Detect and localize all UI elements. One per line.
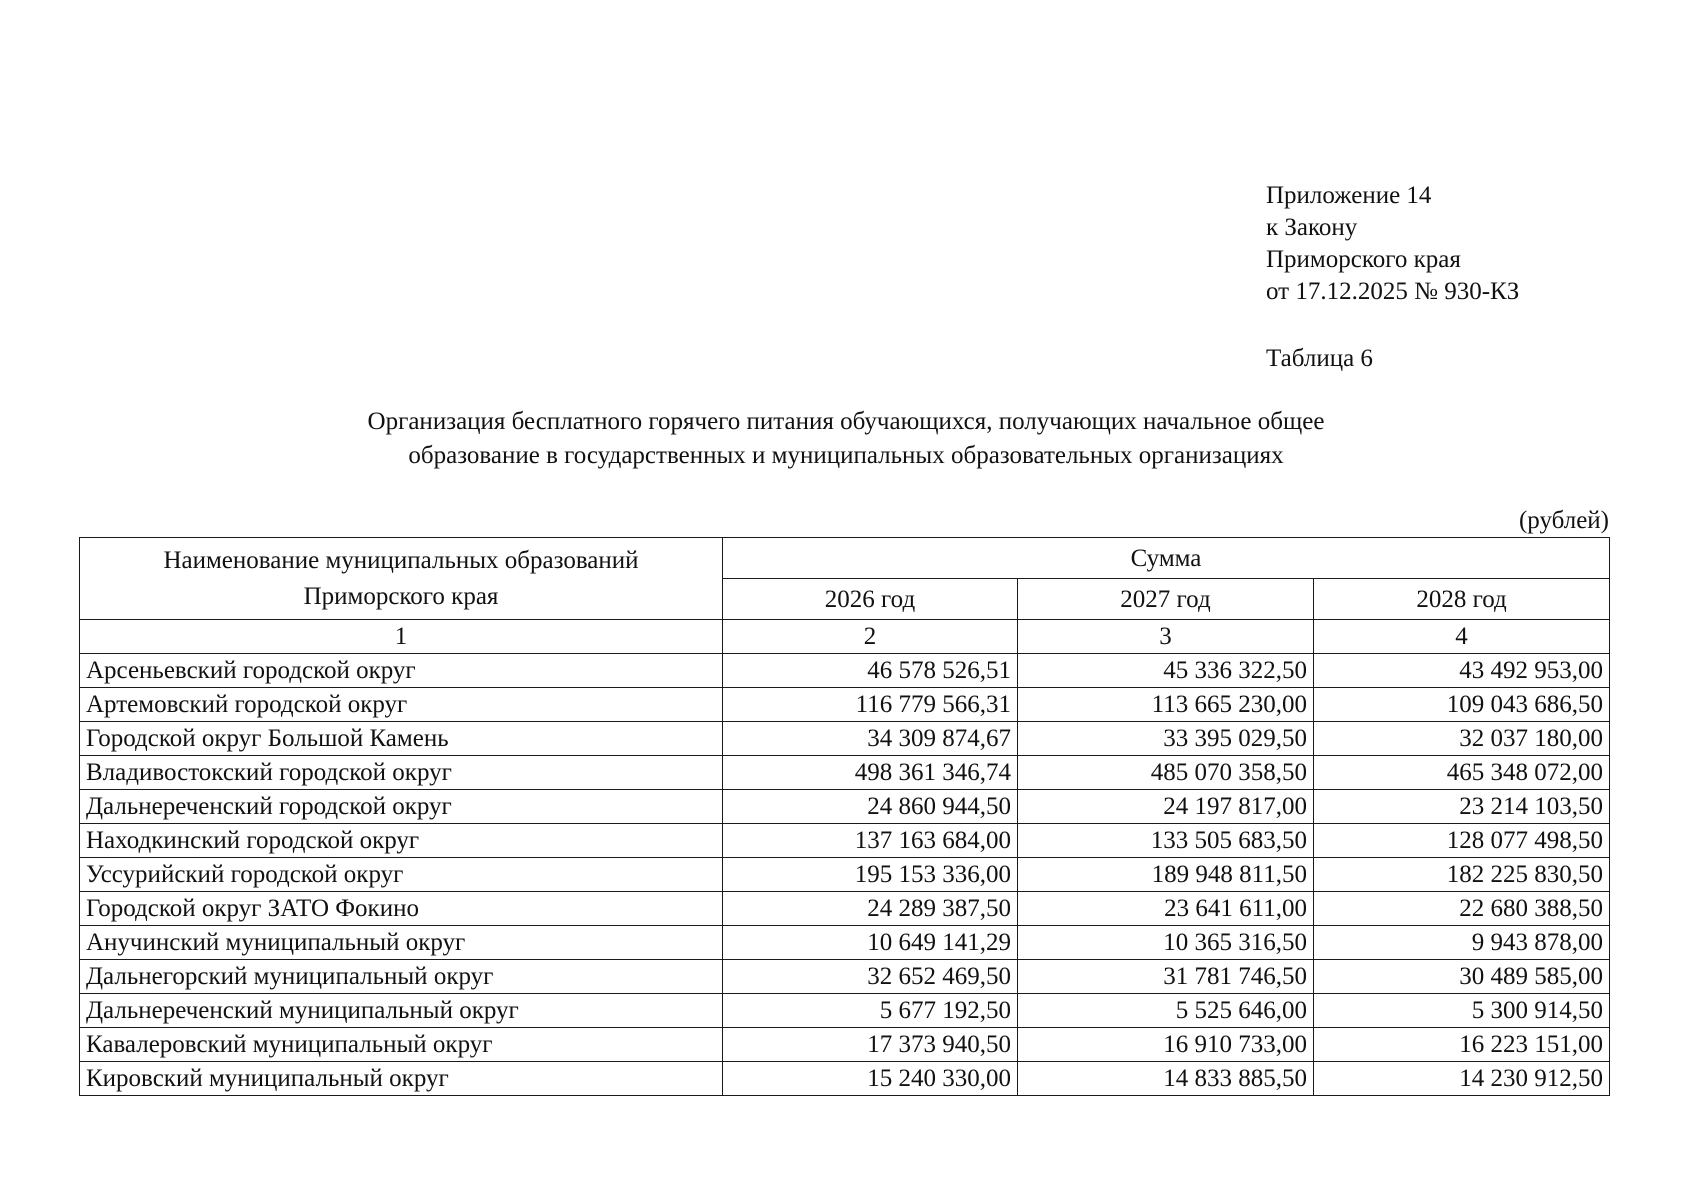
column-number: 4 [1314, 620, 1610, 654]
amount-cell: 32 037 180,00 [1314, 722, 1610, 756]
appendix-line: от 17.12.2025 № 930-КЗ [1266, 278, 1520, 305]
amount-cell: 113 665 230,00 [1018, 688, 1314, 722]
document-title-line: Организация бесплатного горячего питания обучающихся, получающих начальное общее [367, 408, 1325, 435]
municipality-name-cell: Городской округ ЗАТО Фокино [80, 892, 723, 926]
table-row [80, 654, 1610, 688]
municipality-name-cell: Владивостокский городской округ [80, 756, 723, 790]
amount-cell: 109 043 686,50 [1314, 688, 1610, 722]
amount-cell: 31 781 746,50 [1018, 960, 1314, 994]
table-row [80, 994, 1610, 1028]
amount-cell: 23 214 103,50 [1314, 790, 1610, 824]
appendix-line: Приложение 14 [1266, 182, 1432, 209]
column-header-line: Приморского края [303, 582, 499, 610]
amount-cell: 33 395 029,50 [1018, 722, 1314, 756]
column-number: 3 [1018, 620, 1314, 654]
table-row [80, 960, 1610, 994]
unit-label: (рублей) [1518, 507, 1609, 534]
municipality-name-cell: Кавалеровский муниципальный округ [80, 1028, 723, 1062]
amount-cell: 10 649 141,29 [723, 926, 1018, 960]
amount-cell: 23 641 611,00 [1018, 892, 1314, 926]
amount-cell: 17 373 940,50 [723, 1028, 1018, 1062]
municipality-name-cell: Уссурийский городской округ [80, 858, 723, 892]
amount-cell: 45 336 322,50 [1018, 654, 1314, 688]
budget-table [79, 537, 1610, 1096]
amount-cell: 16 223 151,00 [1314, 1028, 1610, 1062]
amount-cell: 128 077 498,50 [1314, 824, 1610, 858]
column-header-sum: Сумма [723, 538, 1610, 579]
municipality-name-cell: Анучинский муниципальный округ [80, 926, 723, 960]
amount-cell: 498 361 346,74 [723, 756, 1018, 790]
amount-cell: 46 578 526,51 [723, 654, 1018, 688]
amount-cell: 34 309 874,67 [723, 722, 1018, 756]
table-row [80, 926, 1610, 960]
municipality-name-cell: Дальнегорский муниципальный округ [80, 960, 723, 994]
amount-cell: 24 860 944,50 [723, 790, 1018, 824]
amount-cell: 24 289 387,50 [723, 892, 1018, 926]
amount-cell: 14 833 885,50 [1018, 1062, 1314, 1096]
column-header-year: 2026 год [723, 579, 1018, 620]
table-row [80, 756, 1610, 790]
column-number: 1 [80, 620, 723, 654]
amount-cell: 32 652 469,50 [723, 960, 1018, 994]
document-title [240, 405, 1452, 473]
table-row [80, 892, 1610, 926]
appendix-line: Приморского края [1266, 246, 1461, 273]
column-header-year: 2027 год [1018, 579, 1314, 620]
table-row [80, 858, 1610, 892]
table-row [80, 790, 1610, 824]
amount-cell: 43 492 953,00 [1314, 654, 1610, 688]
table-row [80, 688, 1610, 722]
amount-cell: 137 163 684,00 [723, 824, 1018, 858]
amount-cell: 9 943 878,00 [1314, 926, 1610, 960]
amount-cell: 5 300 914,50 [1314, 994, 1610, 1028]
document-title-line: образование в государственных и муниципальных образовательных организациях [408, 442, 1284, 469]
table-row [80, 1062, 1610, 1096]
amount-cell: 195 153 336,00 [723, 858, 1018, 892]
amount-cell: 10 365 316,50 [1018, 926, 1314, 960]
column-header-line: Наименование муниципальных образований [163, 546, 639, 574]
table-row [80, 722, 1610, 756]
municipality-name-cell: Арсеньевский городской округ [80, 654, 723, 688]
appendix-line: к Закону [1266, 214, 1358, 241]
table-body [80, 654, 1610, 1096]
table-header-row [80, 538, 1610, 579]
amount-cell: 133 505 683,50 [1018, 824, 1314, 858]
table-label: Таблица 6 [1266, 345, 1373, 372]
amount-cell: 14 230 912,50 [1314, 1062, 1610, 1096]
amount-cell: 16 910 733,00 [1018, 1028, 1314, 1062]
municipality-name-cell: Дальнереченский городской округ [80, 790, 723, 824]
column-number: 2 [723, 620, 1018, 654]
municipality-name-cell: Кировский муниципальный округ [80, 1062, 723, 1096]
municipality-name-cell: Находкинский городской округ [80, 824, 723, 858]
table-row [80, 824, 1610, 858]
amount-cell: 5 677 192,50 [723, 994, 1018, 1028]
amount-cell: 116 779 566,31 [723, 688, 1018, 722]
municipality-name-cell: Городской округ Большой Камень [80, 722, 723, 756]
amount-cell: 30 489 585,00 [1314, 960, 1610, 994]
table-row [80, 1028, 1610, 1062]
municipality-name-cell: Артемовский городской округ [80, 688, 723, 722]
amount-cell: 24 197 817,00 [1018, 790, 1314, 824]
municipality-name-cell: Дальнереченский муниципальный округ [80, 994, 723, 1028]
amount-cell: 182 225 830,50 [1314, 858, 1610, 892]
amount-cell: 465 348 072,00 [1314, 756, 1610, 790]
amount-cell: 22 680 388,50 [1314, 892, 1610, 926]
column-header-municipality [80, 538, 723, 620]
amount-cell: 15 240 330,00 [723, 1062, 1018, 1096]
amount-cell: 485 070 358,50 [1018, 756, 1314, 790]
column-header-year: 2028 год [1314, 579, 1610, 620]
amount-cell: 5 525 646,00 [1018, 994, 1314, 1028]
column-number-row [80, 620, 1610, 654]
appendix-note [1266, 180, 1519, 308]
amount-cell: 189 948 811,50 [1018, 858, 1314, 892]
